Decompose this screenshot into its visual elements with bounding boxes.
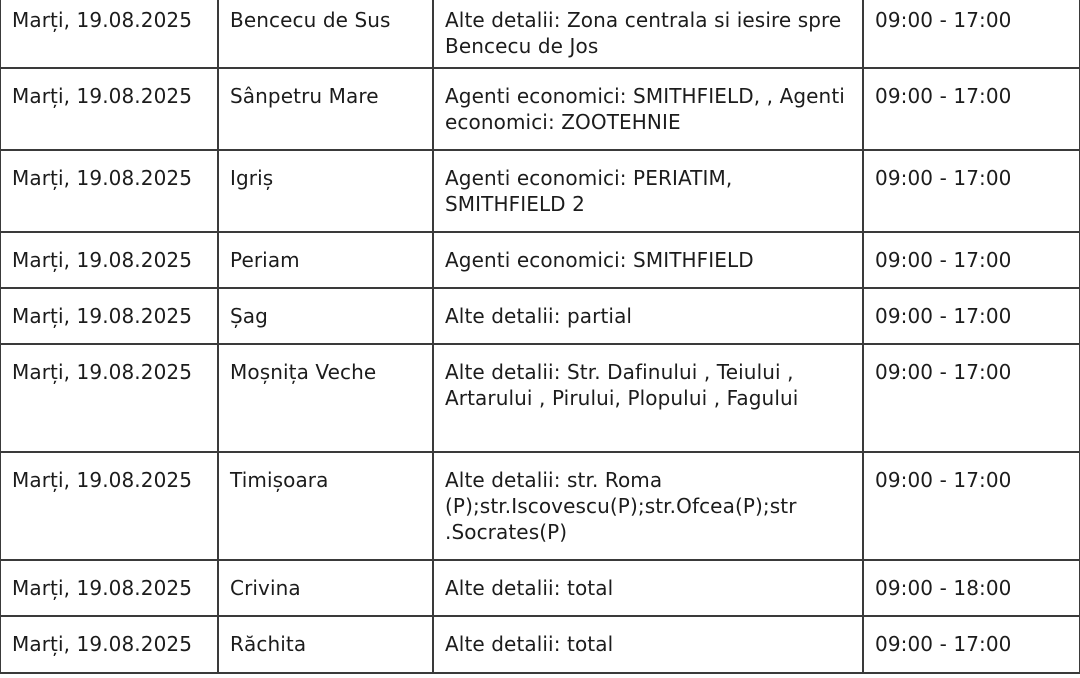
interval-cell: 09:00 - 17:00 xyxy=(863,0,1080,68)
table-row xyxy=(0,560,1080,616)
details-cell: Alte detalii: total xyxy=(433,560,863,616)
table-row xyxy=(0,344,1080,452)
table-row xyxy=(0,232,1080,288)
table-row xyxy=(0,150,1080,232)
interval-cell: 09:00 - 17:00 xyxy=(863,344,1080,452)
table-row xyxy=(0,68,1080,150)
interval-cell: 09:00 - 17:00 xyxy=(863,616,1080,673)
details-cell: Alte detalii: Str. Dafinului , Teiului , Artarului , Pirului, Plopului , Fagului xyxy=(433,344,863,452)
details-cell: Agenti economici: SMITHFIELD xyxy=(433,232,863,288)
interval-cell: 09:00 - 17:00 xyxy=(863,68,1080,150)
locality-cell: Periam xyxy=(218,232,433,288)
table-row xyxy=(0,616,1080,673)
date-cell: Marți, 19.08.2025 xyxy=(0,560,218,616)
interval-cell: 09:00 - 17:00 xyxy=(863,150,1080,232)
details-cell: Agenti economici: PERIATIM, SMITHFIELD 2 xyxy=(433,150,863,232)
details-cell: Alte detalii: total xyxy=(433,616,863,673)
table-row xyxy=(0,288,1080,344)
date-cell: Marți, 19.08.2025 xyxy=(0,232,218,288)
table-row xyxy=(0,452,1080,560)
locality-cell: Șag xyxy=(218,288,433,344)
locality-cell: Sânpetru Mare xyxy=(218,68,433,150)
date-cell: Marți, 19.08.2025 xyxy=(0,0,218,68)
details-cell: Alte detalii: str. Roma (P);str.Iscovescu(P);str.Ofcea(P);str .Socrates(P) xyxy=(433,452,863,560)
interval-cell: 09:00 - 17:00 xyxy=(863,288,1080,344)
date-cell: Marți, 19.08.2025 xyxy=(0,452,218,560)
locality-cell: Igriș xyxy=(218,150,433,232)
interval-cell: 09:00 - 17:00 xyxy=(863,452,1080,560)
details-cell: Alte detalii: Zona centrala si iesire spre Bencecu de Jos xyxy=(433,0,863,68)
date-cell: Marți, 19.08.2025 xyxy=(0,150,218,232)
date-cell: Marți, 19.08.2025 xyxy=(0,616,218,673)
date-cell: Marți, 19.08.2025 xyxy=(0,68,218,150)
locality-cell: Răchita xyxy=(218,616,433,673)
locality-cell: Timișoara xyxy=(218,452,433,560)
locality-cell: Crivina xyxy=(218,560,433,616)
locality-cell: Moșnița Veche xyxy=(218,344,433,452)
details-cell: Alte detalii: partial xyxy=(433,288,863,344)
date-cell: Marți, 19.08.2025 xyxy=(0,288,218,344)
interval-cell: 09:00 - 18:00 xyxy=(863,560,1080,616)
details-cell: Agenti economici: SMITHFIELD, , Agenti economici: ZOOTEHNIE xyxy=(433,68,863,150)
interval-cell: 09:00 - 17:00 xyxy=(863,232,1080,288)
table-row xyxy=(0,0,1080,68)
locality-cell: Bencecu de Sus xyxy=(218,0,433,68)
date-cell: Marți, 19.08.2025 xyxy=(0,344,218,452)
